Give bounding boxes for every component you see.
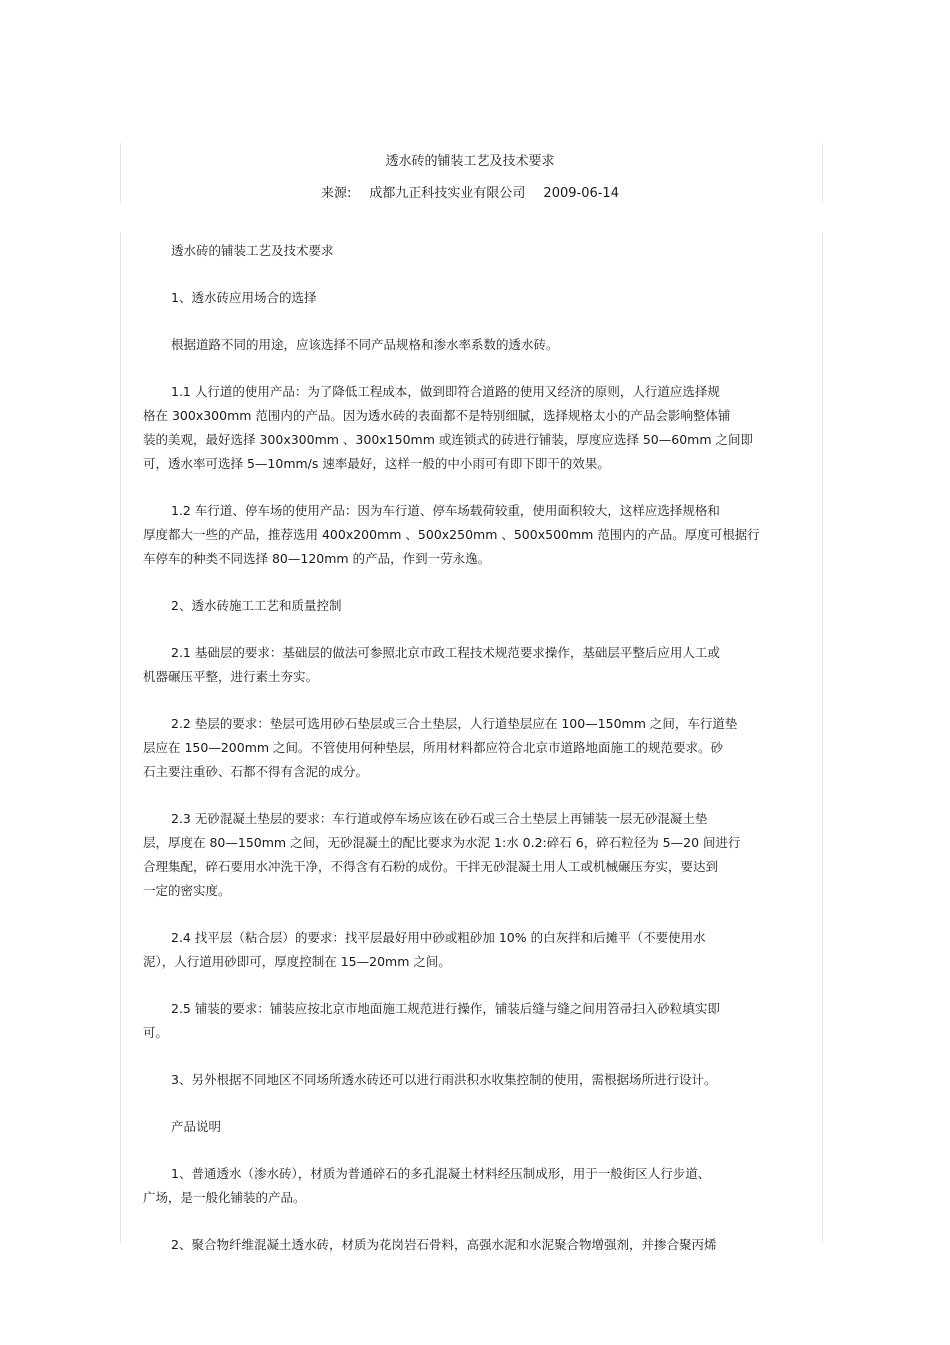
paragraph-line: 1、普通透水（渗水砖），材质为普通碎石的多孔混凝土材料经压制成形，用于一般街区人行步道、: [171, 1166, 711, 1181]
paragraph-line: 1、透水砖应用场合的选择: [171, 290, 317, 305]
paragraph-line: 层，厚度在 80—150mm 之间，无砂混凝土的配比要求为水泥 1:水 0.2:碎石 6，碎石粒径为 5—20 间进行: [143, 835, 741, 850]
paragraph-line: 石主要注重砂、石都不得有含泥的成分。: [143, 764, 369, 779]
paragraph: [143, 997, 808, 1045]
right-rule-upper: [822, 143, 823, 203]
paragraph-line: 厚度都大一些的产品，推荐选用 400x200mm 、500x250mm 、500x500mm 范围内的产品。厚度可根据行: [143, 527, 760, 542]
paragraph: [143, 641, 808, 689]
paragraph: [143, 926, 808, 974]
paragraph-line: 2.4 找平层（粘合层）的要求：找平层最好用中砂或粗砂加 10% 的白灰拌和后摊平（不要使用水: [171, 930, 706, 945]
paragraph: [143, 594, 808, 618]
paragraph: [143, 333, 808, 357]
paragraph: [143, 239, 808, 263]
paragraph-line: 2.5 铺装的要求：铺装应按北京市地面施工规范进行操作，铺装后缝与缝之间用笤帚扫入砂粒填实即: [171, 1001, 720, 1016]
paragraph-line: 装的美观，最好选择 300x300mm 、300x150mm 或连锁式的砖进行铺装，厚度应选择 50—60mm 之间即: [143, 432, 753, 447]
paragraph-line: 1.1 人行道的使用产品：为了降低工程成本，做到即符合道路的使用又经济的原则，人行道应选择规: [171, 384, 720, 399]
source-name: 成都九正科技实业有限公司: [369, 186, 526, 201]
article-body: [143, 239, 808, 1280]
article-meta: [120, 182, 820, 201]
paragraph: [143, 1233, 808, 1257]
right-rule-lower: [822, 232, 823, 1244]
paragraph-line: 产品说明: [171, 1119, 222, 1134]
paragraph: [143, 712, 808, 784]
paragraph-line: 根据道路不同的用途，应该选择不同产品规格和渗水率系数的透水砖。: [171, 337, 559, 352]
paragraph-line: 格在 300x300mm 范围内的产品。因为透水砖的表面都不是特别细腻，选择规格太小的产品会影响整体铺: [143, 408, 731, 423]
paragraph-line: 2.2 垫层的要求：垫层可选用砂石垫层或三合土垫层，人行道垫层应在 100—150mm 之间，车行道垫: [171, 716, 738, 731]
paragraph: [143, 499, 808, 571]
article-title: 透水砖的铺装工艺及技术要求: [385, 154, 555, 169]
paragraph-line: 3、另外根据不同地区不同场所透水砖还可以进行雨洪积水收集控制的使用，需根据场所进行设计。: [171, 1072, 717, 1087]
paragraph-line: 2、透水砖施工工艺和质量控制: [171, 598, 342, 613]
publish-date: 2009-06-14: [543, 186, 619, 201]
source-label: 来源:: [321, 186, 352, 201]
paragraph: [143, 1068, 808, 1092]
paragraph-line: 层应在 150—200mm 之间。不管使用何种垫层，所用材料都应符合北京市道路地面施工的规范要求。砂: [143, 740, 724, 755]
paragraph-line: 机器碾压平整，进行素土夯实。: [143, 669, 319, 684]
paragraph-line: 2、聚合物纤维混凝土透水砖，材质为花岗岩石骨料，高强水泥和水泥聚合物增强剂，并掺合聚丙烯: [171, 1237, 717, 1252]
paragraph-line: 可，透水率可选择 5—10mm/s 速率最好，这样一般的中小雨可有即下即干的效果。: [143, 456, 610, 471]
paragraph: [143, 1162, 808, 1210]
paragraph-line: 合理集配，碎石要用水冲洗干净，不得含有石粉的成份。干拌无砂混凝土用人工或机械碾压夯实，要达到: [143, 859, 719, 874]
paragraph: [143, 380, 808, 476]
paragraph: [143, 1115, 808, 1139]
paragraph-line: 广场，是一般化铺装的产品。: [143, 1190, 306, 1205]
paragraph: [143, 286, 808, 310]
paragraph-line: 一定的密实度。: [143, 883, 231, 898]
paragraph-line: 透水砖的铺装工艺及技术要求: [171, 243, 334, 258]
paragraph-line: 可。: [143, 1025, 169, 1040]
paragraph-line: 2.3 无砂混凝土垫层的要求：车行道或停车场应该在砂石或三合土垫层上再铺装一层无砂混凝土垫: [171, 811, 708, 826]
paragraph-line: 车停车的种类不同选择 80—120mm 的产品，作到一劳永逸。: [143, 551, 491, 566]
paragraph-line: 泥），人行道用砂即可，厚度控制在 15—20mm 之间。: [143, 954, 451, 969]
paragraph: [143, 807, 808, 903]
paragraph-line: 2.1 基础层的要求：基础层的做法可参照北京市政工程技术规范要求操作，基础层平整后应用人工或: [171, 645, 720, 660]
left-rule-lower: [120, 232, 121, 1244]
paragraph-line: 1.2 车行道、停车场的使用产品：因为车行道、停车场载荷较重，使用面积较大，这样应选择规格和: [171, 503, 720, 518]
